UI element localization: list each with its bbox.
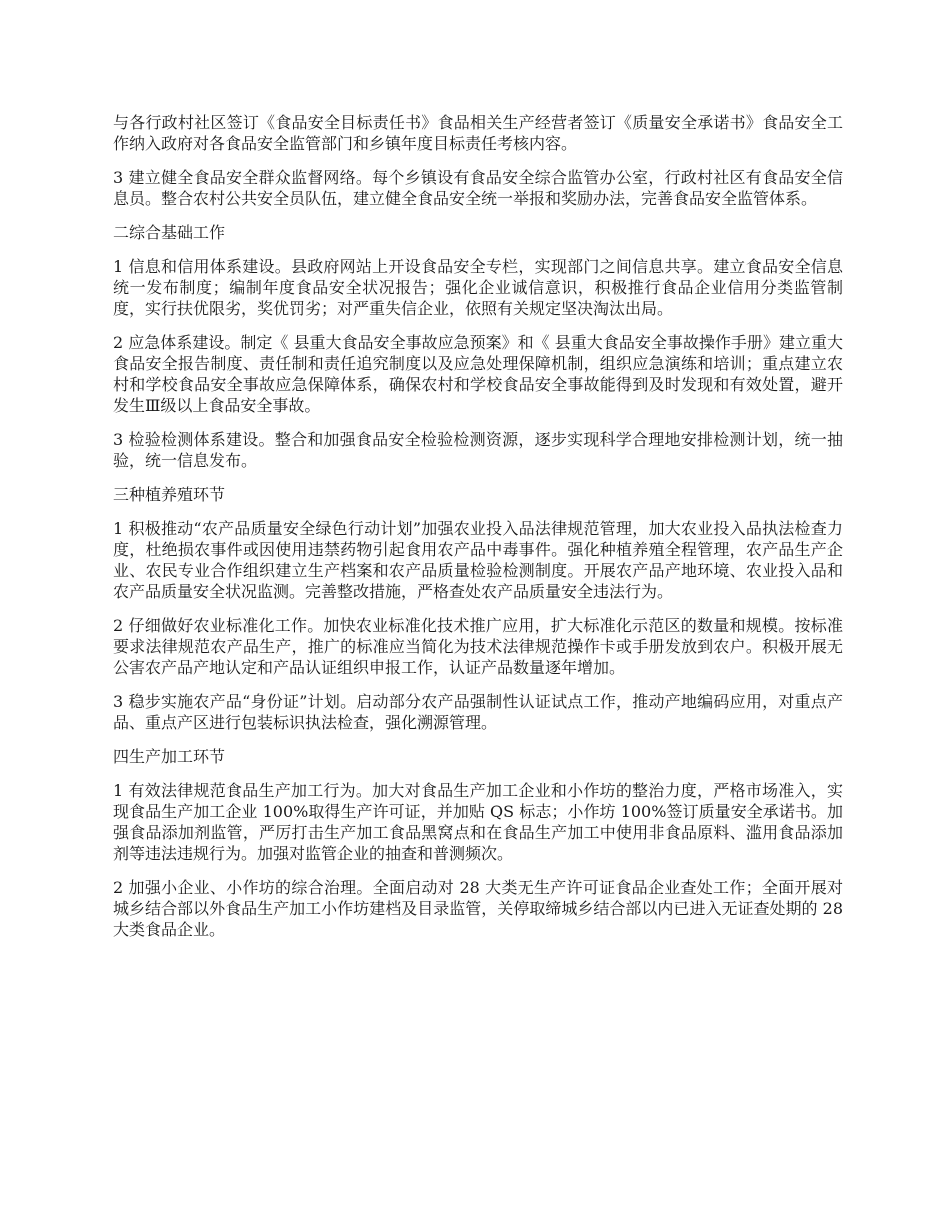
paragraph: 与各行政村社区签订《食品安全目标责任书》食品相关生产经营者签订《质量安全承诺书》食品安全工作纳入政府对各食品安全监管部门和乡镇年度目标责任考核内容。 [113,113,843,153]
paragraph: 2 加强小企业、小作坊的综合治理。全面启动对 28 大类无生产许可证食品企业查处工作；全面开展对城乡结合部以外食品生产加工小作坊建档及目录监管，关停取缔城乡结合部以内已进入无证查处期的 28 大类食品企业。 [113,878,843,939]
paragraph: 3 检验检测体系建设。整合和加强食品安全检验检测资源，逐步实现科学合理地安排检测计划，统一抽验，统一信息发布。 [113,430,843,470]
paragraph: 2 仔细做好农业标准化工作。加快农业标准化技术推广应用，扩大标准化示范区的数量和规模。按标准要求法律规范农产品生产，推广的标准应当简化为技术法律规范操作卡或手册发放到农户。积极开展无公害农产品产地认定和产品认证组织申报工作，认证产品数量逐年增加。 [113,616,843,677]
paragraph: 2 应急体系建设。制定《 县重大食品安全事故应急预案》和《 县重大食品安全事故操作手册》建立重大食品安全报告制度、责任制和责任追究制度以及应急处理保障机制，组织应急演练和培训；重点建立农村和学校食品安全事故应急保障体系，确保农村和学校食品安全事故能得到及时发现和有效处置，避开发生Ⅲ级以上食品安全事故。 [113,333,843,415]
paragraph: 1 积极推动“农产品质量安全绿色行动计划”加强农业投入品法律规范管理，加大农业投入品执法检查力度，杜绝损农事件或因使用违禁药物引起食用农产品中毒事件。强化种植养殖全程管理，农产品生产企业、农民专业合作组织建立生产档案和农产品质量检验检测制度。开展农产品产地环境、农业投入品和农产品质量安全状况监测。完善整改措施，严格查处农产品质量安全违法行为。 [113,519,843,601]
paragraph: 1 有效法律规范食品生产加工行为。加大对食品生产加工企业和小作坊的整治力度，严格市场准入，实现食品生产加工企业 100%取得生产许可证，并加贴 QS 标志；小作坊 100%签订质量安全承诺书。加强食品添加剂监管，严厉打击生产加工食品黑窝点和在食品生产加工中使用非食品原料、滥用食品添加剂等违法违规行为。加强对监管企业的抽查和普测频次。 [113,781,843,863]
paragraph: 1 信息和信用体系建设。县政府网站上开设食品安全专栏，实现部门之间信息共享。建立食品安全信息统一发布制度；编制年度食品安全状况报告；强化企业诚信意识，积极推行食品企业信用分类监管制度，实行扶优限劣，奖优罚劣；对严重失信企业，依照有关规定坚决淘汰出局。 [113,257,843,318]
paragraph: 3 建立健全食品安全群众监督网络。每个乡镇设有食品安全综合监管办公室，行政村社区有食品安全信息员。整合农村公共安全员队伍，建立健全食品安全统一举报和奖励办法，完善食品安全监管体系。 [113,168,843,208]
section-heading: 三种植养殖环节 [113,485,226,504]
section-heading: 二综合基础工作 [113,223,226,242]
document-body [113,112,843,953]
paragraph: 3 稳步实施农产品“身份证”计划。启动部分农产品强制性认证试点工作，推动产地编码应用，对重点产品、重点产区进行包装标识执法检查，强化溯源管理。 [113,692,843,732]
section-heading: 四生产加工环节 [113,747,226,766]
